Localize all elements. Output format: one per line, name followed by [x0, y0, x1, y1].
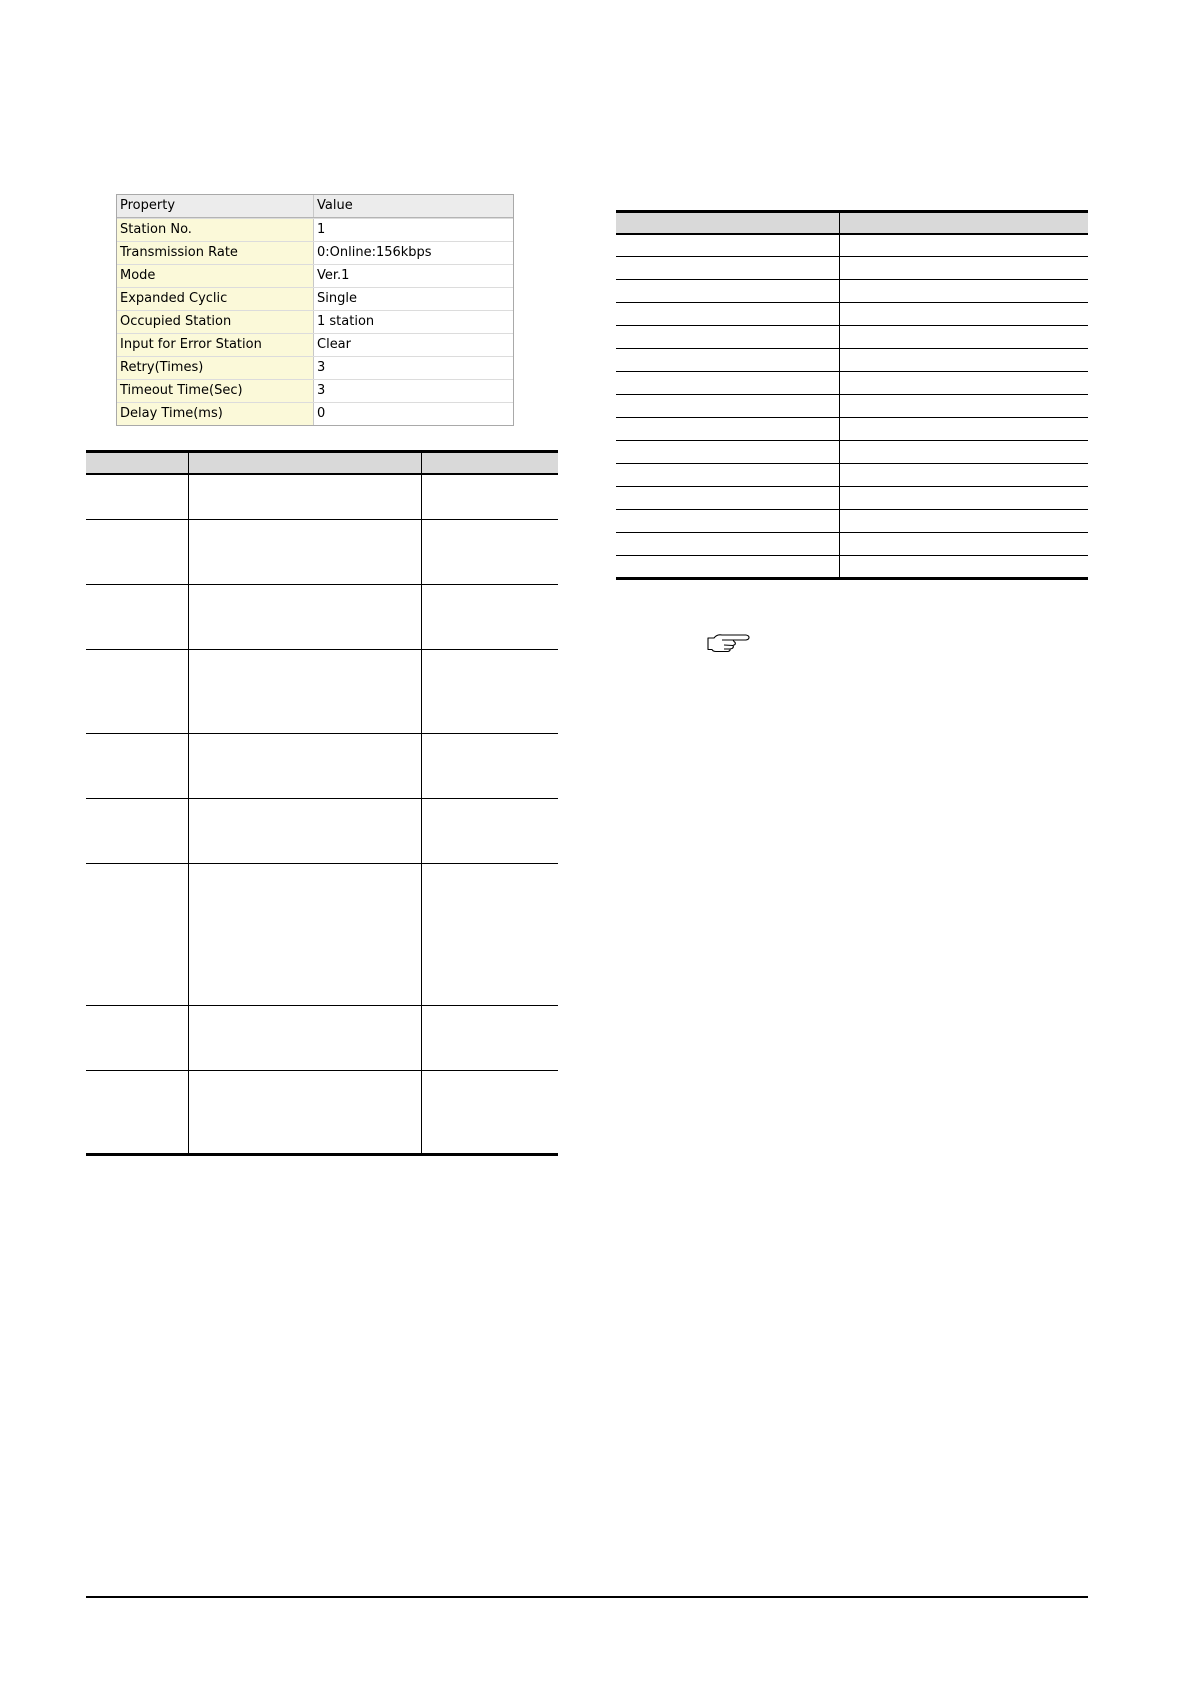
property-name: Timeout Time(Sec) — [117, 380, 314, 402]
table-header-row — [86, 452, 558, 474]
table-row — [616, 464, 1088, 487]
table-header-cell — [839, 212, 1088, 234]
table-cell — [86, 585, 188, 650]
property-row-mode — [117, 264, 513, 287]
table-cell — [86, 474, 188, 520]
footer-rule — [86, 1596, 1088, 1598]
property-row-input-for-error-station — [117, 333, 513, 356]
table-cell — [188, 474, 421, 520]
property-grid-header — [117, 195, 513, 218]
table-row — [86, 520, 558, 585]
table-cell — [839, 372, 1088, 395]
table-cell — [839, 326, 1088, 349]
property-row-retry — [117, 356, 513, 379]
property-name: Station No. — [117, 219, 314, 241]
table-row — [616, 372, 1088, 395]
table-row — [86, 864, 558, 1006]
table-cell — [616, 395, 839, 418]
table-cell — [188, 585, 421, 650]
table-cell — [616, 441, 839, 464]
table-cell — [421, 1006, 558, 1071]
table-cell — [839, 280, 1088, 303]
table-cell — [86, 650, 188, 734]
property-value: 1 station — [317, 314, 375, 329]
table-row — [616, 234, 1088, 257]
table-row — [616, 257, 1088, 280]
table-cell — [839, 464, 1088, 487]
table-cell — [616, 464, 839, 487]
table-row — [616, 556, 1088, 579]
table-row — [616, 395, 1088, 418]
property-name: Input for Error Station — [117, 334, 314, 356]
table-cell — [616, 280, 839, 303]
table-cell — [86, 1071, 188, 1155]
table-row — [616, 326, 1088, 349]
property-value: 3 — [317, 383, 326, 398]
table-cell — [86, 520, 188, 585]
table-cell — [421, 650, 558, 734]
property-column-header: Property — [117, 195, 314, 217]
table-cell — [616, 257, 839, 280]
property-row-expanded-cyclic — [117, 287, 513, 310]
table-cell — [616, 510, 839, 533]
table-cell — [616, 349, 839, 372]
value-column-header: Value — [314, 195, 513, 217]
table-cell — [86, 734, 188, 799]
table-cell — [839, 349, 1088, 372]
table-cell — [188, 734, 421, 799]
property-name: Mode — [117, 265, 314, 287]
property-row-delay-time — [117, 402, 513, 425]
table-cell — [839, 303, 1088, 326]
property-grid — [116, 194, 514, 426]
table-cell — [839, 257, 1088, 280]
table-cell — [188, 520, 421, 585]
station-settings-table — [616, 210, 1088, 580]
table-row — [616, 349, 1088, 372]
table-row — [616, 280, 1088, 303]
property-row-transmission-rate — [117, 241, 513, 264]
table-cell — [616, 487, 839, 510]
table-cell — [188, 1071, 421, 1155]
table-cell — [616, 234, 839, 257]
table-header-cell — [421, 452, 558, 474]
table-cell — [188, 650, 421, 734]
table-row — [86, 585, 558, 650]
table-header-cell — [188, 452, 421, 474]
table-cell — [86, 1006, 188, 1071]
table-row — [616, 533, 1088, 556]
table-row — [86, 1071, 558, 1155]
table-row — [86, 474, 558, 520]
table-cell — [839, 487, 1088, 510]
property-name: Expanded Cyclic — [117, 288, 314, 310]
table-cell — [839, 234, 1088, 257]
property-value: 0:Online:156kbps — [317, 245, 432, 260]
property-name: Transmission Rate — [117, 242, 314, 264]
table-cell — [839, 441, 1088, 464]
property-value: Clear — [317, 337, 351, 352]
property-row-station-no — [117, 218, 513, 241]
table-cell — [86, 864, 188, 1006]
pointing-hand-icon — [706, 632, 750, 654]
settings-description-table — [86, 450, 558, 1156]
property-name: Delay Time(ms) — [117, 403, 314, 425]
table-row — [86, 799, 558, 864]
table-cell — [188, 1006, 421, 1071]
property-value: 3 — [317, 360, 326, 375]
table-cell — [86, 799, 188, 864]
property-value: Ver.1 — [317, 268, 350, 283]
table-cell — [421, 1071, 558, 1155]
property-value: 1 — [317, 222, 326, 237]
table-cell — [188, 799, 421, 864]
property-value: 0 — [317, 406, 326, 421]
table-row — [616, 418, 1088, 441]
table-header-row — [616, 212, 1088, 234]
table-cell — [839, 395, 1088, 418]
table-cell — [421, 799, 558, 864]
table-row — [86, 1006, 558, 1071]
table-cell — [421, 864, 558, 1006]
property-name: Retry(Times) — [117, 357, 314, 379]
table-row — [86, 650, 558, 734]
table-cell — [616, 533, 839, 556]
table-cell — [421, 520, 558, 585]
table-row — [616, 303, 1088, 326]
table-cell — [616, 556, 839, 579]
table-cell — [616, 303, 839, 326]
table-row — [616, 487, 1088, 510]
table-cell — [616, 418, 839, 441]
table-row — [616, 510, 1088, 533]
property-value: Single — [317, 291, 357, 306]
table-cell — [839, 418, 1088, 441]
table-cell — [839, 510, 1088, 533]
table-cell — [421, 734, 558, 799]
table-header-cell — [616, 212, 839, 234]
table-cell — [421, 585, 558, 650]
property-row-timeout-time — [117, 379, 513, 402]
table-row — [616, 441, 1088, 464]
table-row — [86, 734, 558, 799]
table-cell — [421, 474, 558, 520]
table-cell — [616, 326, 839, 349]
table-cell — [839, 533, 1088, 556]
property-name: Occupied Station — [117, 311, 314, 333]
property-row-occupied-station — [117, 310, 513, 333]
table-cell — [839, 556, 1088, 579]
table-cell — [616, 372, 839, 395]
table-cell — [188, 864, 421, 1006]
table-header-cell — [86, 452, 188, 474]
